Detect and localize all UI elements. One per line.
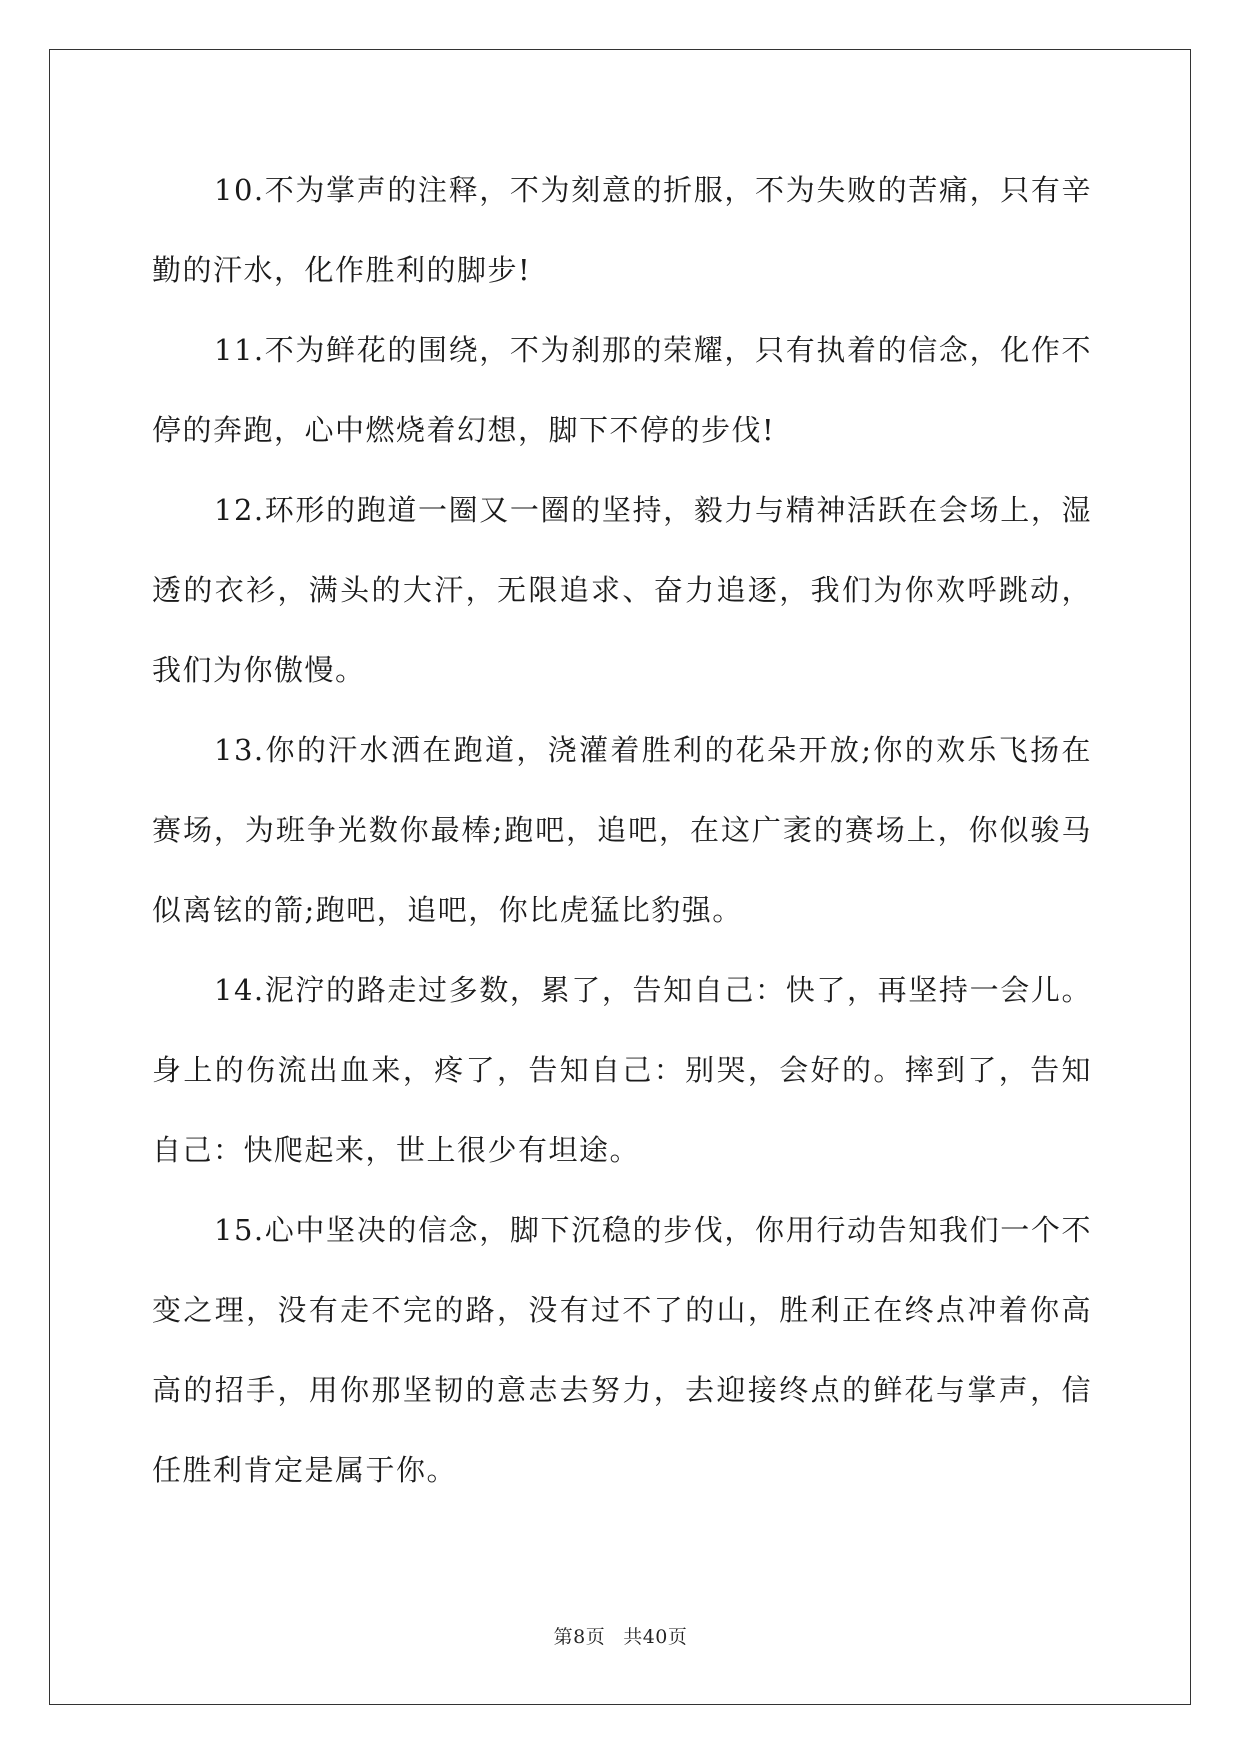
- paragraph-15: 15.心中坚决的信念，脚下沉稳的步伐，你用行动告知我们一个不变之理，没有走不完的路，没有过不了的山，胜利正在终点冲着你高高的招手，用你那坚韧的意志去努力，去迎接终点的鲜花与掌声，信任胜利肯定是属于你。: [152, 1213, 1092, 1487]
- page-total: 共40页: [623, 1626, 688, 1648]
- paragraph-14: 14.泥泞的路走过多数，累了，告知自己：快了，再坚持一会儿。身上的伤流出血来，疼了，告知自己：别哭，会好的。摔到了，告知自己：快爬起来，世上很少有坦途。: [152, 973, 1092, 1167]
- paragraph-11: 11.不为鲜花的围绕，不为刹那的荣耀，只有执着的信念，化作不停的奔跑，心中燃烧着幻想，脚下不停的步伐!: [152, 333, 1092, 447]
- page-number: 第8页: [553, 1626, 606, 1648]
- paragraph-12: 12.环形的跑道一圈又一圈的坚持，毅力与精神活跃在会场上，湿透的衣衫，满头的大汗，无限追求、奋力追逐，我们为你欢呼跳动，我们为你傲慢。: [152, 493, 1092, 687]
- page-footer: [0, 1622, 1241, 1649]
- paragraph-13: 13.你的汗水洒在跑道，浇灌着胜利的花朵开放;你的欢乐飞扬在赛场，为班争光数你最棒;跑吧，追吧，在这广袤的赛场上，你似骏马似离铉的箭;跑吧，追吧，你比虎猛比豹强。: [152, 733, 1092, 927]
- document-body: [152, 150, 1092, 1510]
- paragraph-10: 10.不为掌声的注释，不为刻意的折服，不为失败的苦痛，只有辛勤的汗水，化作胜利的脚步!: [152, 173, 1092, 287]
